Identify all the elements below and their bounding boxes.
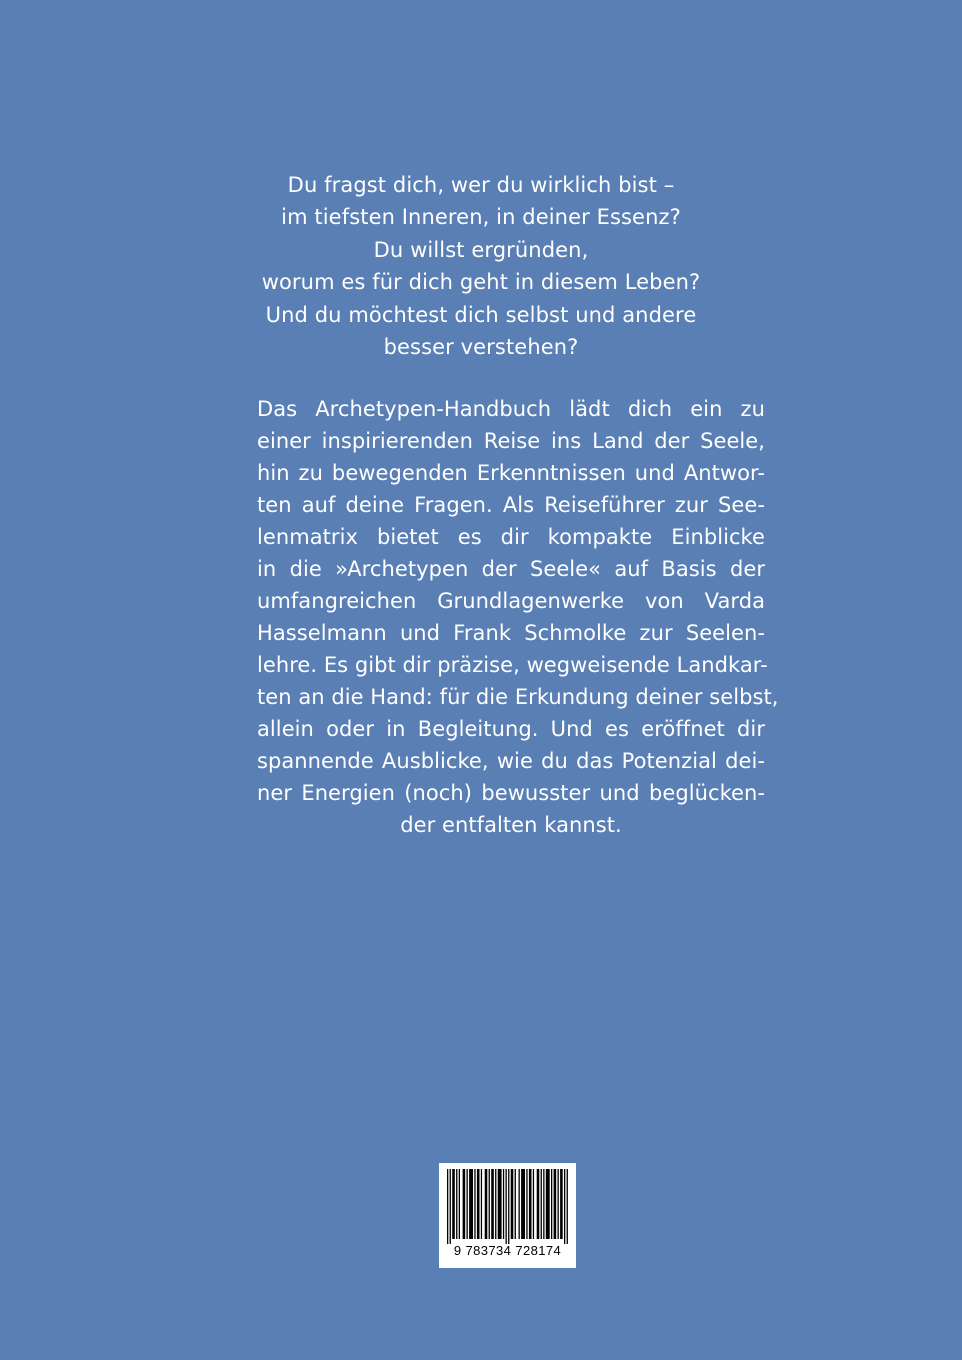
body-line: der entfalten kannst.	[400, 813, 622, 837]
body-line: in die »Archetypen der Seele« auf Basis der	[257, 557, 765, 581]
isbn-number: 9 783734 728174	[453, 1243, 562, 1258]
body-line: einer inspirierenden Reise ins Land der Seele,	[257, 429, 765, 453]
intro-line: im tiefsten Inneren, in deiner Essenz?	[281, 205, 681, 230]
barcode	[439, 1163, 576, 1268]
barcode-bars	[447, 1169, 568, 1244]
intro-line: Du willst ergründen,	[373, 237, 589, 262]
body-line: hin zu bewegenden Erkenntnissen und Antwor-	[257, 461, 765, 485]
intro-line: Und du möchtest dich selbst und andere	[265, 302, 697, 327]
intro-line: Du fragst dich, wer du wirklich bist –	[287, 173, 675, 197]
body-line: lenmatrix bietet es dir kompakte Einblicke	[257, 525, 765, 549]
body-paragraph	[257, 393, 779, 841]
intro-line: worum es für dich geht in diesem Leben?	[261, 270, 701, 295]
intro-line: besser verstehen?	[383, 335, 579, 360]
intro-paragraph	[0, 169, 962, 363]
body-line: Das Archetypen-Handbuch lädt dich ein zu	[257, 397, 765, 421]
body-line: spannende Ausblicke, wie du das Potenzial dei-	[257, 749, 765, 773]
body-line: allein oder in Begleitung. Und es eröffnet dir	[257, 717, 765, 741]
body-line: lehre. Es gibt dir präzise, wegweisende Landkar-	[257, 653, 768, 677]
body-line: ner Energien (noch) bewusster und beglücken-	[257, 781, 765, 805]
body-line: ten an die Hand: für die Erkundung deiner selbst,	[257, 685, 779, 709]
body-line: Hasselmann und Frank Schmolke zur Seelen-	[257, 621, 765, 645]
body-line: ten auf deine Fragen. Als Reiseführer zur See-	[257, 493, 765, 517]
body-line: umfangreichen Grundlagenwerke von Varda	[257, 589, 765, 613]
